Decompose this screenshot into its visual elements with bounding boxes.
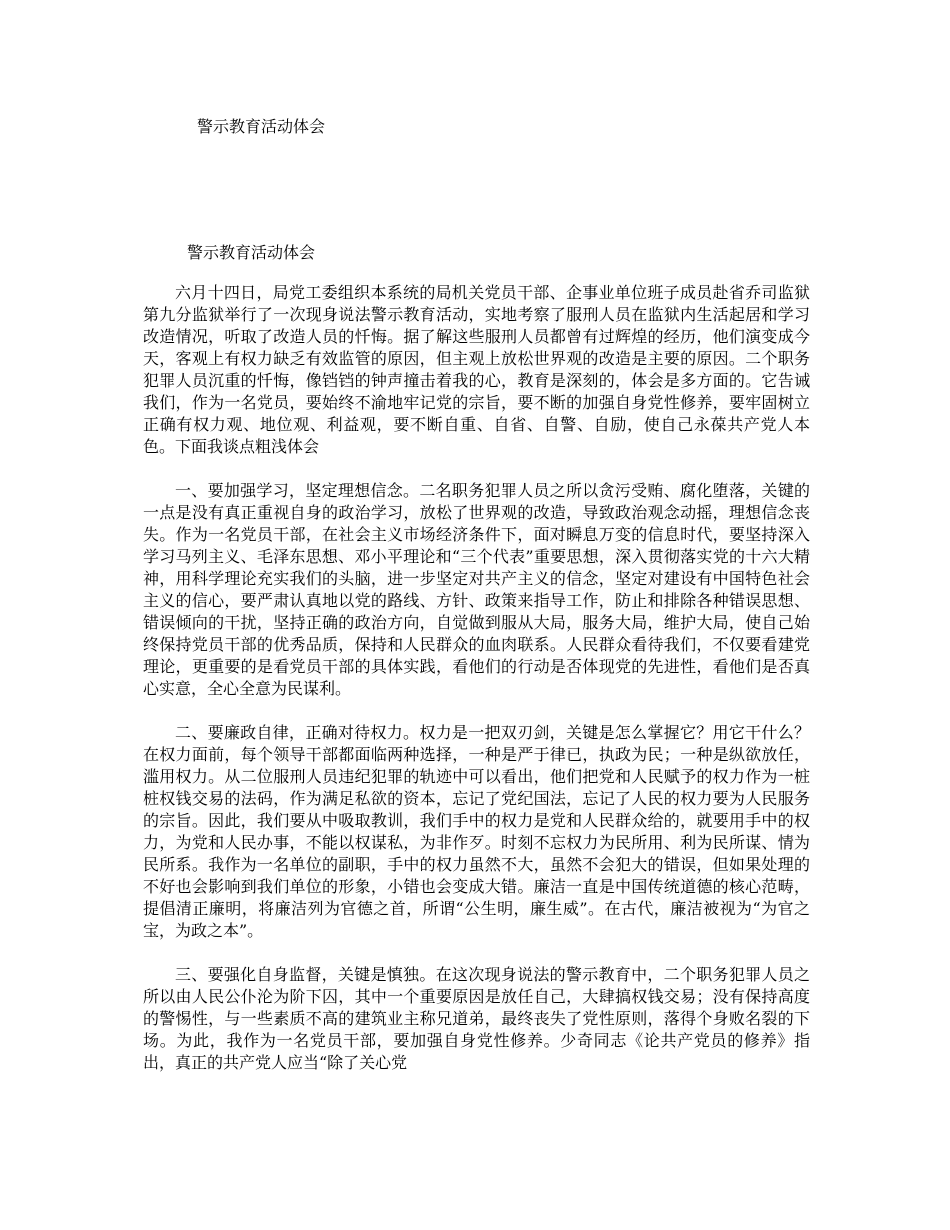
page-header-title: 警示教育活动体会 [197, 117, 326, 136]
document-title: 警示教育活动体会 [187, 243, 316, 262]
paragraph-section-3: 三、要强化自身监督，关键是慎独。在这次现身说法的警示教育中，二个职务犯罪人员之所以由人民公仆沦为阶下囚，其中一个重要原因是放任自己，大肆搞权钱交易；没有保持高度的警惕性，与一些素质不高的建筑业主称兄道弟，最终丧失了党性原则，落得个身败名裂的下场。为此，我作为一名党员干部，要加强自身党性修养。少奇同志《论共产党员的修养》指出，真正的共产党人应当“除了关心党 [143, 965, 810, 1072]
paragraph-intro: 六月十四日，局党工委组织本系统的局机关党员干部、企事业单位班子成员赴省乔司监狱第九分监狱举行了一次现身说法警示教育活动，实地考察了服刑人员在监狱内生活起居和学习改造情况，听取了改造人员的忏悔。据了解这些服刑人员都曾有过辉煌的经历，他们演变成今天，客观上有权力缺乏有效监管的原因，但主观上放松世界观的改造是主要的原因。二个职务犯罪人员沉重的忏悔，像铛铛的钟声撞击着我的心，教育是深刻的，体会是多方面的。它告诫我们，作为一名党员，要始终不渝地牢记党的宗旨，要不断的加强自身党性修养，要牢固树立正确有权力观、地位观、利益观，要不断自重、自省、自警、自励，使自己永葆共产党人本色。下面我谈点粗浅体会 [143, 283, 810, 456]
document-body [143, 282, 810, 1096]
paragraph-section-2: 二、要廉政自律，正确对待权力。权力是一把双刃剑，关键是怎么掌握它？用它干什么？在权力面前，每个领导干部都面临两种选择，一种是严于律已，执政为民；一种是纵欲放任，滥用权力。从二位服刑人员违纪犯罪的轨迹中可以看出，他们把党和人民赋予的权力作为一桩桩权钱交易的法码，作为满足私欲的资本，忘记了党纪国法，忘记了人民的权力要为人民服务的宗旨。因此，我们要从中吸取教训，我们手中的权力是党和人民群众给的，就要用手中的权力，为党和人民办事，不能以权谋私，为非作歹。时刻不忘权力为民所用、利为民所谋、情为民所系。我作为一名单位的副职，手中的权力虽然不大，虽然不会犯大的错误，但如果处理的不好也会影响到我们单位的形象，小错也会变成大错。廉洁一直是中国传统道德的核心范畴，提倡清正廉明，将廉洁列为官德之首，所谓“公生明，廉生威”。在古代，廉洁被视为“为官之宝，为政之本”。 [143, 723, 810, 940]
paragraph-section-1: 一、要加强学习，坚定理想信念。二名职务犯罪人员之所以贪污受贿、腐化堕落，关键的一点是没有真正重视自身的政治学习，放松了世界观的改造，导致政治观念动摇，理想信念丧失。作为一名党员干部，在社会主义市场经济条件下，面对瞬息万变的信息时代，要坚持深入学习马列主义、毛泽东思想、邓小平理论和“三个代表”重要思想，深入贯彻落实党的十六大精神，用科学理论充实我们的头脑，进一步坚定对共产主义的信念，坚定对建设有中国特色社会主义的信心，要严肃认真地以党的路线、方针、政策来指导工作，防止和排除各种错误思想、错误倾向的干扰，坚持正确的政治方向，自觉做到服从大局，服务大局，维护大局，使自己始终保持党员干部的优秀品质，保持和人民群众的血肉联系。人民群众看待我们，不仅要看建党理论，更重要的是看党员干部的具体实践，看他们的行动是否体现党的先进性，看他们是否真心实意，全心全意为民谋利。 [143, 481, 810, 698]
